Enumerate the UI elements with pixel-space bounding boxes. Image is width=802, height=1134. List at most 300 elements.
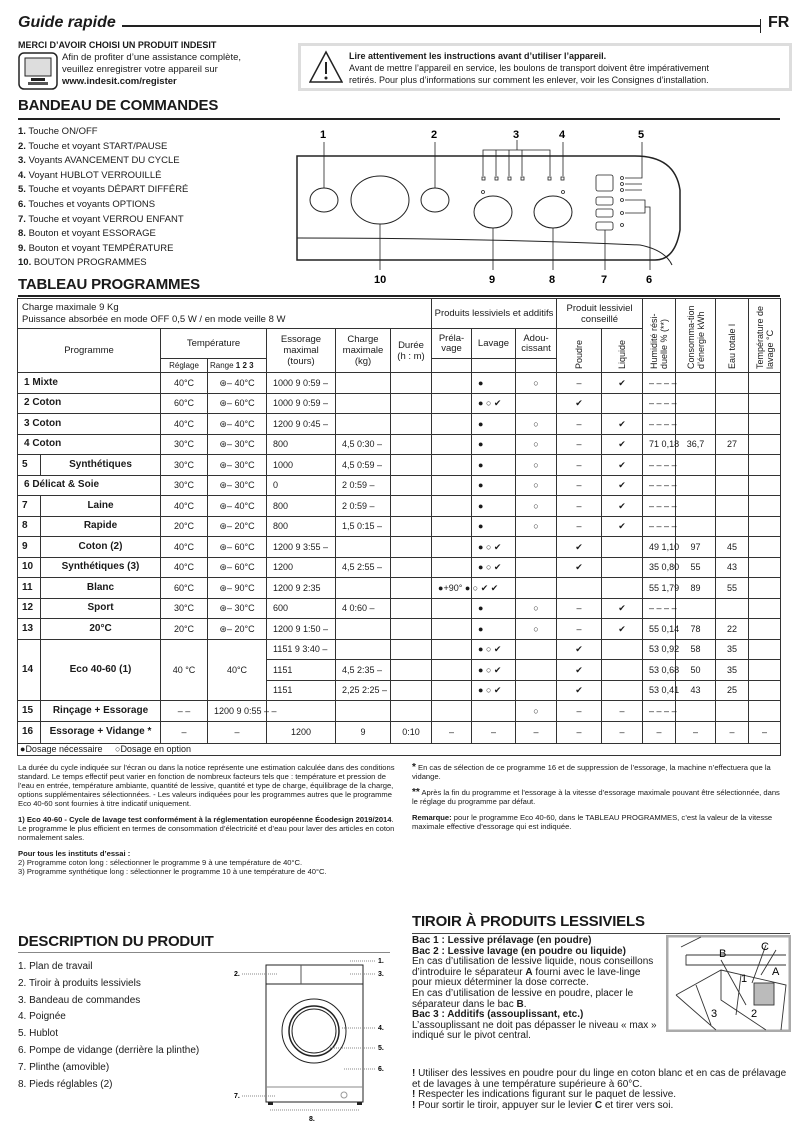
cell-text: 53 0,68	[649, 664, 680, 675]
cell-text: ●	[478, 623, 484, 634]
warning-item	[412, 1101, 794, 1112]
cell-text: ● ○ ✔	[478, 664, 502, 675]
cell-text: – – – –	[649, 521, 677, 532]
table-cell	[267, 557, 336, 578]
table-cell	[472, 373, 516, 394]
table-cell	[643, 455, 676, 476]
tiroir-text	[412, 936, 662, 1066]
table-cell	[516, 537, 557, 558]
table-cell	[643, 598, 676, 619]
bac2-label: Bac 2 : Lessive lavage (en poudre ou liquide)	[412, 945, 626, 957]
table-cell: 27	[716, 434, 749, 455]
table-cell: 35	[716, 660, 749, 681]
description-item: 6. Pompe de vidange (derrière la plinthe)	[18, 1044, 200, 1056]
table-cell	[749, 373, 781, 394]
svg-text:1: 1	[320, 129, 327, 141]
table-cell	[432, 557, 472, 578]
cell-text: 55 0,14	[649, 623, 680, 634]
table-cell	[267, 619, 336, 640]
svg-text:2.: 2.	[234, 971, 240, 978]
table-cell: 45	[716, 537, 749, 558]
table-cell: 97	[676, 537, 716, 558]
table-cell	[716, 393, 749, 414]
svg-text:3.: 3.	[378, 971, 384, 978]
description-item: 4. Poignée	[18, 1011, 66, 1023]
table-cell: ○	[516, 701, 557, 722]
text: et tirer vers soi.	[602, 1099, 674, 1111]
warning-item	[412, 1069, 794, 1090]
control-label: Bouton et voyant TEMPÉRATURE	[28, 242, 174, 254]
tiroir-heading: TIROIR À PRODUITS LESSIVIELS	[412, 913, 645, 930]
table-row	[18, 639, 781, 660]
table-cell	[716, 414, 749, 435]
table-cell	[749, 660, 781, 681]
table-cell	[749, 639, 781, 660]
controls-list	[18, 125, 188, 271]
remark-label: Remarque:	[412, 813, 452, 822]
table-cell	[716, 516, 749, 537]
table-cell	[602, 557, 643, 578]
table-cell	[391, 578, 432, 599]
note-eco	[18, 815, 403, 842]
table-row	[18, 475, 781, 496]
table-cell: ✔	[557, 557, 602, 578]
table-cell	[336, 516, 391, 537]
table-cell	[472, 496, 516, 517]
table-cell	[267, 516, 336, 537]
table-cell: –	[432, 721, 472, 743]
table-cell	[602, 680, 643, 701]
table-cell	[472, 516, 516, 537]
guide-title: Guide rapide	[18, 14, 116, 31]
note-star: En cas de sélection de ce programme 16 et de suppression de l’essorage, la machine n’effectuera que la vidange.	[412, 763, 771, 781]
table-cell: ⊛– 20°C	[208, 516, 267, 537]
table-cell	[432, 414, 472, 435]
tiroir-powder-text	[412, 989, 662, 1010]
table-cell	[432, 434, 472, 455]
header-humidite: Humidité rési-duelle % (**)	[649, 313, 670, 369]
table-cell: 55	[676, 557, 716, 578]
table-cell: ⊛– 40°C	[208, 373, 267, 394]
table-cell: 30°C	[161, 455, 208, 476]
description-item: 5. Hublot	[18, 1028, 59, 1040]
control-item	[18, 140, 188, 155]
drawer-diagram	[666, 935, 791, 1037]
cell-text: 1151	[273, 664, 293, 675]
description-item: 8. Pieds réglables (2)	[18, 1078, 113, 1090]
table-cell	[716, 598, 749, 619]
table-cell	[472, 639, 516, 660]
table-cell: 40°C	[161, 373, 208, 394]
cell-text: ●	[478, 521, 484, 532]
table-cell	[391, 496, 432, 517]
table-cell: –	[557, 434, 602, 455]
table-cell	[557, 578, 602, 599]
table-cell	[643, 393, 676, 414]
table-cell	[472, 434, 516, 455]
table-cell	[749, 434, 781, 455]
control-panel-diagram	[280, 120, 700, 295]
description-item: 2. Tiroir à produits lessiviels	[18, 977, 141, 989]
register-title: MERCI D’AVOIR CHOISI UN PRODUIT INDESIT	[18, 40, 217, 50]
table-cell: –	[602, 721, 643, 743]
text: En cas d’utilisation de lessive en poudre, placer le séparateur dans le bac	[412, 987, 634, 1010]
program-number: 5	[18, 455, 41, 476]
svg-text:7.: 7.	[234, 1093, 240, 1100]
program-number: 16	[18, 721, 41, 743]
header-adoucissant: Adou-cissant	[516, 329, 557, 359]
table-cell	[391, 619, 432, 640]
control-number: 1.	[18, 126, 26, 137]
table-cell: ⊛– 60°C	[208, 393, 267, 414]
table-cell	[472, 598, 516, 619]
header-poudre: Poudre	[574, 339, 585, 369]
cell-text: 1200 9 0:45 –	[273, 418, 329, 429]
table-cell: 1200	[267, 721, 336, 743]
table-cell	[336, 455, 391, 476]
table-cell	[643, 414, 676, 435]
cell-text: 4,5 2:35 –	[342, 664, 383, 675]
table-cell: – –	[161, 701, 208, 722]
svg-text:1: 1	[741, 973, 748, 985]
description-heading: DESCRIPTION DU PRODUIT	[18, 933, 214, 950]
table-cell: ✔	[557, 660, 602, 681]
control-label: Voyant HUBLOT VERROUILLÉ	[28, 169, 162, 181]
table-row	[18, 619, 781, 640]
exclamation-icon: !	[412, 1099, 416, 1111]
table-cell	[602, 578, 643, 599]
table-cell: ⊛– 30°C	[208, 598, 267, 619]
table-cell: 40°C	[161, 537, 208, 558]
control-item	[18, 256, 188, 271]
cell-text: 800	[273, 500, 289, 511]
control-number: 5.	[18, 184, 26, 196]
table-cell	[336, 434, 391, 455]
warning-line: retirés. Pour plus d’informations sur comment les enlever, voir les Consignes d’installation.	[349, 75, 709, 85]
table-cell	[643, 639, 680, 660]
table-cell	[643, 373, 676, 394]
table-cell	[676, 475, 716, 496]
cell-text: 1151 9 3:40 –	[273, 644, 328, 655]
table-cell: –	[557, 721, 602, 743]
control-label: Bouton et voyant ESSORAGE	[28, 228, 156, 240]
table-cell	[336, 393, 391, 414]
header-duree: Durée (h : m)	[391, 329, 432, 373]
cell-text: 1200	[273, 562, 294, 573]
table-cell	[676, 414, 716, 435]
table-cell	[267, 434, 336, 455]
control-number: 8.	[18, 228, 26, 240]
cell-text: – – – –	[649, 459, 677, 470]
bandeau-heading: BANDEAU DE COMMANDES	[18, 97, 219, 114]
table-cell	[716, 455, 749, 476]
asterisk: *	[412, 762, 416, 773]
table-cell	[472, 475, 516, 496]
program-number: 13	[18, 619, 41, 640]
control-item	[18, 227, 188, 242]
table-cell	[267, 496, 336, 517]
table-cell: –	[557, 619, 602, 640]
warning-box	[298, 43, 792, 91]
table-cell	[391, 373, 432, 394]
cell-text: 2,25 2:25 –	[342, 685, 388, 696]
table-cell	[432, 578, 499, 599]
table-cell	[336, 639, 391, 660]
control-item	[18, 242, 188, 257]
cell-text: – – – –	[649, 377, 677, 388]
control-number: 9.	[18, 242, 26, 254]
table-cell: 30°C	[161, 475, 208, 496]
cell-text: 71 0,18	[649, 439, 680, 450]
cell-text: 1151	[273, 685, 293, 696]
table-cell	[643, 660, 680, 681]
table-cell: 35	[716, 639, 749, 660]
svg-text:6.: 6.	[378, 1066, 384, 1073]
table-cell: ✔	[602, 434, 643, 455]
table-cell	[391, 537, 432, 558]
table-cell: 89	[676, 578, 716, 599]
program-name: Rapide	[41, 516, 161, 537]
cell-text: 35 0,80	[649, 562, 680, 573]
cell-text: ● ○ ✔	[478, 562, 502, 573]
cell-text: – – – –	[649, 398, 677, 409]
table-cell: –	[716, 721, 749, 743]
cell-text: 2 0:59 –	[342, 500, 375, 511]
table-cell	[432, 639, 472, 660]
table-cell: ⊛– 20°C	[208, 619, 267, 640]
table-cell	[336, 496, 391, 517]
table-cell	[472, 537, 516, 558]
table-cell: –	[643, 721, 676, 743]
table-cell: 58	[676, 639, 716, 660]
cell-text: ● ○ ✔	[478, 541, 502, 552]
table-cell	[749, 475, 781, 496]
svg-text:2: 2	[431, 129, 438, 141]
cell-text: 0	[273, 480, 279, 491]
table-cell	[516, 660, 557, 681]
control-item	[18, 213, 188, 228]
header-programme: Programme	[18, 329, 161, 373]
svg-text:4: 4	[559, 129, 566, 141]
cell-text: – – – –	[649, 500, 677, 511]
table-cell: ○	[516, 434, 557, 455]
header-rule-tick	[760, 19, 761, 33]
table-cell: 20°C	[161, 516, 208, 537]
table-cell	[749, 393, 781, 414]
svg-text:6: 6	[646, 274, 653, 286]
cell-text: – – – –	[649, 480, 677, 491]
note-instituts: Pour tous les instituts d’essai :	[18, 849, 131, 858]
svg-text:3: 3	[711, 1008, 718, 1020]
svg-text:5: 5	[638, 129, 645, 141]
header-conseille: Produit lessiviel conseillé	[557, 299, 643, 329]
cell-text: 2 0:59 –	[342, 480, 375, 491]
table-cell: –	[557, 516, 602, 537]
table-cell: 43	[676, 680, 716, 701]
table-cell	[749, 578, 781, 599]
table-cell	[267, 578, 336, 599]
table-cell: –	[557, 475, 602, 496]
svg-text:4.: 4.	[378, 1025, 384, 1032]
table-cell: –	[676, 721, 716, 743]
header-liquide: Liquide	[617, 339, 628, 369]
program-name: 1 Mixte	[18, 373, 161, 394]
control-number: 4.	[18, 169, 26, 181]
table-cell	[749, 598, 781, 619]
program-number: 12	[18, 598, 41, 619]
cell-text: – – – –	[649, 603, 677, 614]
bac3-label: Bac 3 : Additifs (assouplissant, etc.)	[412, 1009, 584, 1021]
cell-text: ●	[478, 480, 484, 491]
table-cell: ○	[516, 455, 557, 476]
table-cell: ⊛– 60°C	[208, 557, 267, 578]
table-cell: –	[208, 721, 267, 743]
table-row	[18, 393, 781, 414]
table-cell	[643, 434, 680, 455]
cell-text: 1000 9 0:59 –	[273, 398, 329, 409]
table-row	[18, 537, 781, 558]
table-cell	[267, 455, 336, 476]
table-cell	[391, 475, 432, 496]
cell-text: 4,5 2:55 –	[342, 562, 383, 573]
cell-text: ●+90° ● ○ ✔ ✔	[438, 582, 499, 593]
table-cell	[336, 373, 391, 394]
program-number: 11	[18, 578, 41, 599]
cell-text: 1200 9 0:55 – –	[214, 705, 277, 716]
table-cell: 50	[676, 660, 716, 681]
register-link[interactable]: www.indesit.com/register	[62, 76, 177, 87]
program-name: Blanc	[41, 578, 161, 599]
table-cell	[267, 537, 336, 558]
table-cell	[336, 578, 391, 599]
cell-text: 600	[273, 603, 289, 614]
table-cell	[432, 619, 472, 640]
table-cell: ○	[516, 475, 557, 496]
header-temperature: Température	[161, 329, 267, 359]
program-name: 2 Coton	[18, 393, 161, 414]
table-cell	[749, 414, 781, 435]
svg-text:B: B	[719, 948, 727, 960]
control-number: 3.	[18, 155, 26, 167]
cell-text: 1200 9 2:35	[273, 582, 321, 593]
cell-text: ● ○ ✔	[478, 685, 502, 696]
table-cell	[432, 660, 472, 681]
svg-text:3: 3	[513, 129, 520, 141]
table-cell	[676, 496, 716, 517]
table-cell	[602, 537, 643, 558]
table-cell	[336, 537, 391, 558]
table-cell	[336, 598, 391, 619]
table-cell	[267, 414, 336, 435]
cell-text: 4,5 0:30 –	[342, 439, 383, 450]
program-number: 9	[18, 537, 41, 558]
table-cell: ✔	[602, 455, 643, 476]
cell-text: – – – –	[649, 418, 677, 429]
table-cell	[472, 455, 516, 476]
table-cell	[391, 414, 432, 435]
table-cell: 9	[336, 721, 391, 743]
programs-table	[17, 298, 781, 756]
range-label: Range	[210, 360, 236, 370]
table-cell: 43	[716, 557, 749, 578]
table-cell	[676, 373, 716, 394]
table-cell	[716, 373, 749, 394]
table-cell	[472, 660, 516, 681]
table-cell	[267, 639, 336, 660]
charge-max-text: Charge maximale 9 Kg	[22, 301, 119, 313]
table-cell	[391, 393, 432, 414]
table-cell	[432, 496, 472, 517]
language-label: FR	[768, 14, 790, 31]
table-cell	[749, 455, 781, 476]
table-legend	[18, 743, 781, 755]
table-cell: ✔	[557, 680, 602, 701]
table-cell: 78	[676, 619, 716, 640]
table-cell: ⊛– 90°C	[208, 578, 267, 599]
control-item	[18, 183, 188, 198]
table-cell: –	[516, 721, 557, 743]
table-cell: ✔	[602, 496, 643, 517]
table-cell	[472, 619, 516, 640]
table-cell	[516, 680, 557, 701]
table-cell: ✔	[602, 516, 643, 537]
program-number: 14	[18, 639, 41, 701]
table-cell	[676, 393, 716, 414]
table-cell	[432, 537, 472, 558]
svg-text:9: 9	[489, 274, 496, 286]
letter-a: A	[525, 966, 533, 978]
table-cell	[336, 619, 391, 640]
table-cell	[391, 660, 432, 681]
cell-text: ●	[478, 603, 484, 614]
note-double-star: Après la fin du programme et l’essorage à la vitesse d’essorage maximale pouvant être sélectionnée, dans le réglage du programme par défaut.	[412, 788, 780, 806]
exclamation-icon: !	[412, 1089, 416, 1101]
control-label: Touche et voyants DÉPART DIFFÉRÉ	[28, 184, 189, 196]
header-charge: Charge maximale (kg)	[336, 329, 391, 373]
cell-text: 4 0:60 –	[342, 603, 375, 614]
tableau-heading: TABLEAU PROGRAMMES	[18, 276, 200, 293]
table-cell: –	[602, 701, 643, 722]
table-row	[18, 496, 781, 517]
control-label: Touches et voyants OPTIONS	[28, 198, 156, 210]
notes-right	[412, 763, 787, 838]
table-cell	[391, 557, 432, 578]
table-cell	[643, 475, 676, 496]
program-name: Eco 40-60 (1)	[41, 639, 161, 701]
table-cell: ⊛– 30°C	[208, 475, 267, 496]
cell-text: ●	[478, 500, 484, 511]
program-number: 10	[18, 557, 41, 578]
table-cell: 25	[716, 680, 749, 701]
table-cell: ⊛– 30°C	[208, 455, 267, 476]
table-cell	[267, 373, 336, 394]
table-cell	[432, 598, 472, 619]
header-rule	[122, 25, 760, 27]
table-cell	[336, 680, 391, 701]
table-cell	[208, 701, 277, 722]
program-name: Coton (2)	[41, 537, 161, 558]
register-text	[62, 52, 292, 88]
table-cell	[472, 680, 516, 701]
header-prelavage: Préla-vage	[432, 329, 472, 359]
table-cell: ○	[516, 414, 557, 435]
svg-text:1.: 1.	[378, 958, 384, 965]
computer-icon	[18, 52, 58, 95]
table-cell	[643, 701, 676, 722]
table-cell	[336, 475, 391, 496]
header-essorage: Essorage maximal (tours)	[267, 329, 336, 373]
table-cell: 60°C	[161, 393, 208, 414]
